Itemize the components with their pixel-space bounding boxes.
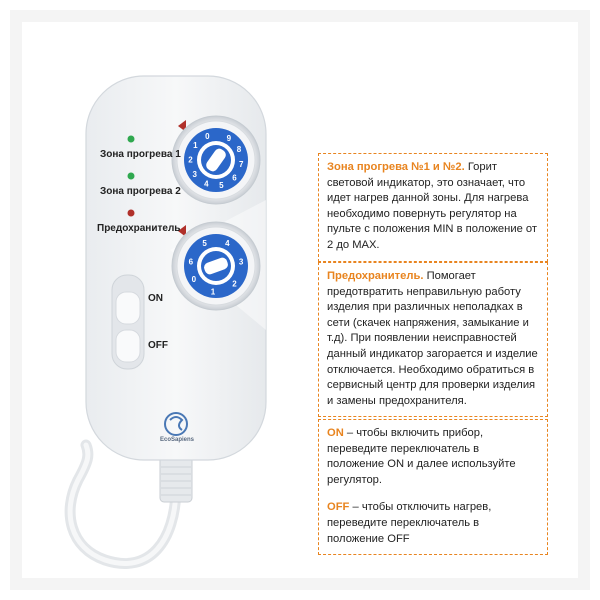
note-fuse-text: Помогает предотвратить неправильную работу изделия при различных неполадках в сети (скачек напряжения, замыкание и т.д). При появлении неисправностей данный индикатор загорается и изделие отключается. Необходимо обратиться в сервисный центр для проверки изделия и замены предохранителя. [327, 270, 538, 407]
fuse-led [128, 210, 135, 217]
note-off-text: – чтобы отключить нагрев, переведите переключатель в положение OFF [327, 501, 492, 545]
note-on-title: ON [327, 427, 344, 439]
dial-number: 5 [202, 239, 207, 249]
switch-off-position [116, 330, 140, 362]
note-fuse [318, 262, 548, 417]
switch-on-position [116, 292, 140, 324]
zone1-label: Зона прогрева 1 [100, 149, 181, 160]
dial-number: 8 [236, 145, 242, 154]
fuse-label: Предохранитель [97, 223, 181, 234]
note-off-title: OFF [327, 501, 350, 514]
dial-number: 4 [225, 239, 230, 249]
note-switch [318, 419, 548, 555]
zone2-label: Зона прогрева 2 [100, 186, 181, 197]
brand-name: EcoSapiens [160, 437, 195, 443]
note-zones [318, 153, 548, 262]
note-fuse-title: Предохранитель. [327, 270, 424, 282]
dial-number: 6 [232, 173, 237, 183]
dial-number: 5 [219, 180, 224, 190]
note-zones-text: Горит световой индикатор, это означает, что идет нагрев данной зоны. Для нагрева необходимо повернуть регулятор на пульте с положения MIN в положение от 2 до MAX. [327, 161, 538, 251]
note-on-text: – чтобы включить прибор, переведите переключатель в положение ON и далее используйте регулятор. [327, 427, 516, 486]
dial-number: 2 [188, 155, 193, 165]
switch-on-label: ON [148, 293, 163, 304]
dial-number: 3 [238, 257, 244, 267]
switch-off-label: OFF [148, 340, 168, 351]
dial-number: 3 [192, 170, 197, 179]
note-zones-title: Зона прогрева №1 и №2. [327, 161, 465, 173]
dial-number: 0 [205, 132, 210, 141]
dial-number: 2 [232, 279, 237, 289]
dial-number: 1 [193, 141, 198, 151]
top-dial [172, 116, 260, 204]
zone1-led [128, 136, 135, 143]
zone2-led [128, 173, 135, 180]
dial-number: 7 [238, 159, 244, 169]
bottom-dial [172, 222, 260, 310]
dial-number: 0 [191, 274, 197, 284]
dial-number: 6 [188, 257, 194, 267]
dial-number: 4 [204, 179, 209, 189]
dial-number: 9 [226, 133, 232, 143]
dial-number: 1 [210, 287, 216, 297]
